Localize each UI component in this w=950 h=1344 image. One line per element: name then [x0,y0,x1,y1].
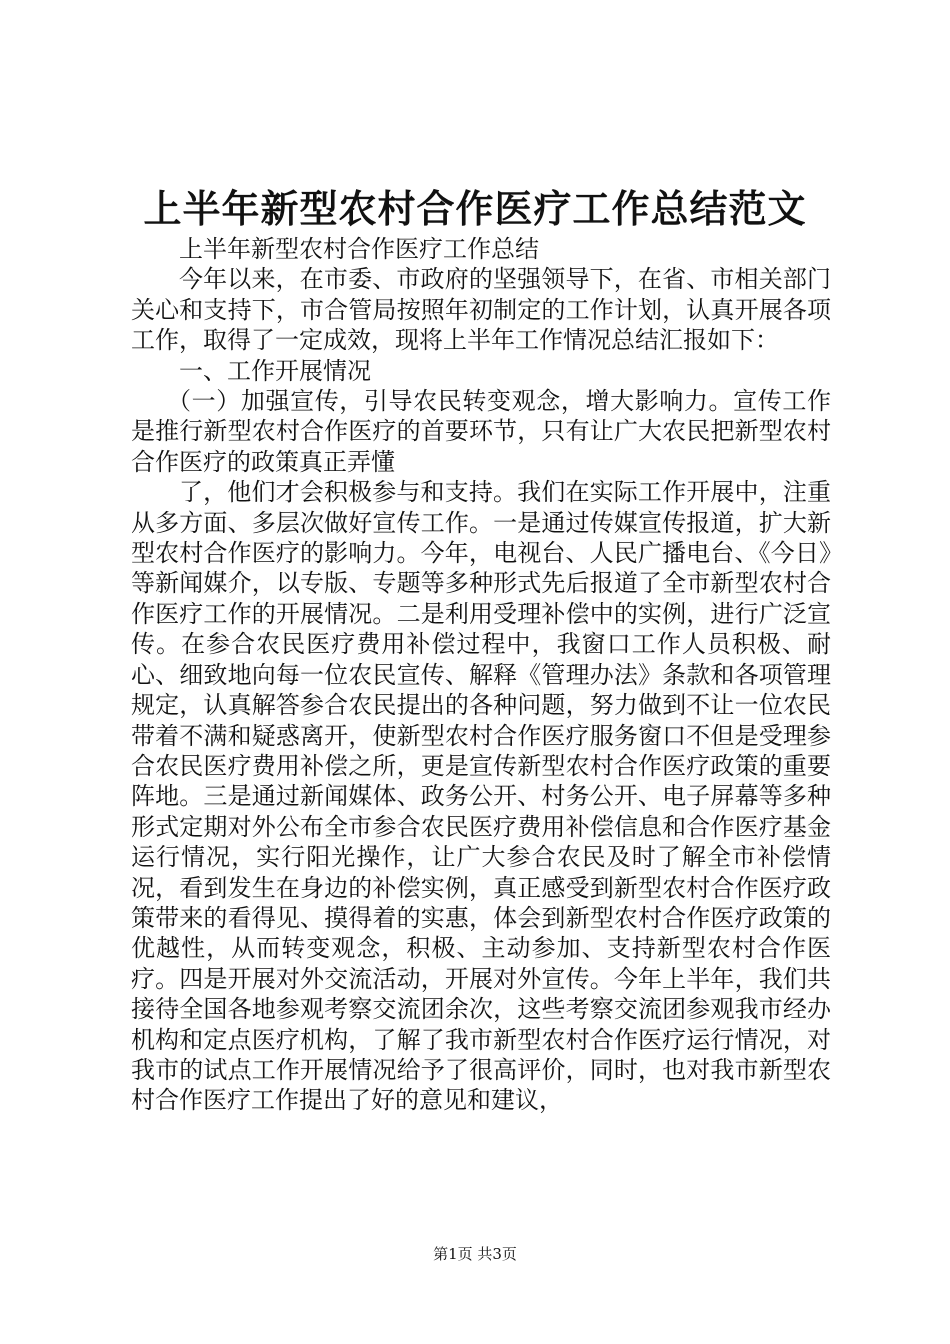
document-body [131,234,831,1116]
paragraph-subtitle: 上半年新型农村合作医疗工作总结 [179,235,539,263]
section-heading: 一、工作开展情况 [179,356,371,385]
page-number-footer: 第1页 共3页 [433,1245,517,1263]
document-title: 上半年新型农村合作医疗工作总结范文 [143,186,807,231]
paragraph-subsection-1: （一）加强宣传，引导农民转变观念，增大影响力。宣传工作是推行新型农村合作医疗的首要环节，只有让广大农民把新型农村合作医疗的政策真正弄懂 [131,387,831,476]
paragraph-intro: 今年以来，在市委、市政府的坚强领导下，在省、市相关部门关心和支持下，市合管局按照年初制定的工作计划，认真开展各项工作，取得了一定成效，现将上半年工作情况总结汇报如下： [131,265,831,355]
paragraph-body: 了，他们才会积极参与和支持。我们在实际工作开展中，注重从多方面、多层次做好宣传工作。一是通过传媒宣传报道，扩大新型农村合作医疗的影响力。今年，电视台、人民广播电台、《今日》等新闻媒介，以专版、专题等多种形式先后报道了全市新型农村合作医疗工作的开展情况。二是利用受理补偿中的实例，进行广泛宣传。在参合农民医疗费用补偿过程中，我窗口工作人员积极、耐心、细致地向每一位农民宣传、解释《管理办法》条款和各项管理规定，认真解答参合农民提出的各种问题，努力做到不让一位农民带着不满和疑惑离开，使新型农村合作医疗服务窗口不但是受理参合农民医疗费用补偿之所，更是宣传新型农村合作医疗政策的重要阵地。三是通过新闻媒体、政务公开、村务公开、电子屏幕等多种形式定期对外公布全市参合农民医疗费用补偿信息和合作医疗基金运行情况，实行阳光操作，让广大参合农民及时了解全市补偿情况，看到发生在身边的补偿实例，真正感受到新型农村合作医疗政策带来的看得见、摸得着的实惠，体会到新型农村合作医疗政策的优越性，从而转变观念，积极、主动参加、支持新型农村合作医疗。四是开展对外交流活动，开展对外宣传。今年上半年，我们共接待全国各地参观考察交流团余次，这些考察交流团参观我市经办机构和定点医疗机构，了解了我市新型农村合作医疗运行情况，对我市的试点工作开展情况给予了很高评价，同时，也对我市新型农村合作医疗工作提出了好的意见和建议， [131,478,831,1115]
